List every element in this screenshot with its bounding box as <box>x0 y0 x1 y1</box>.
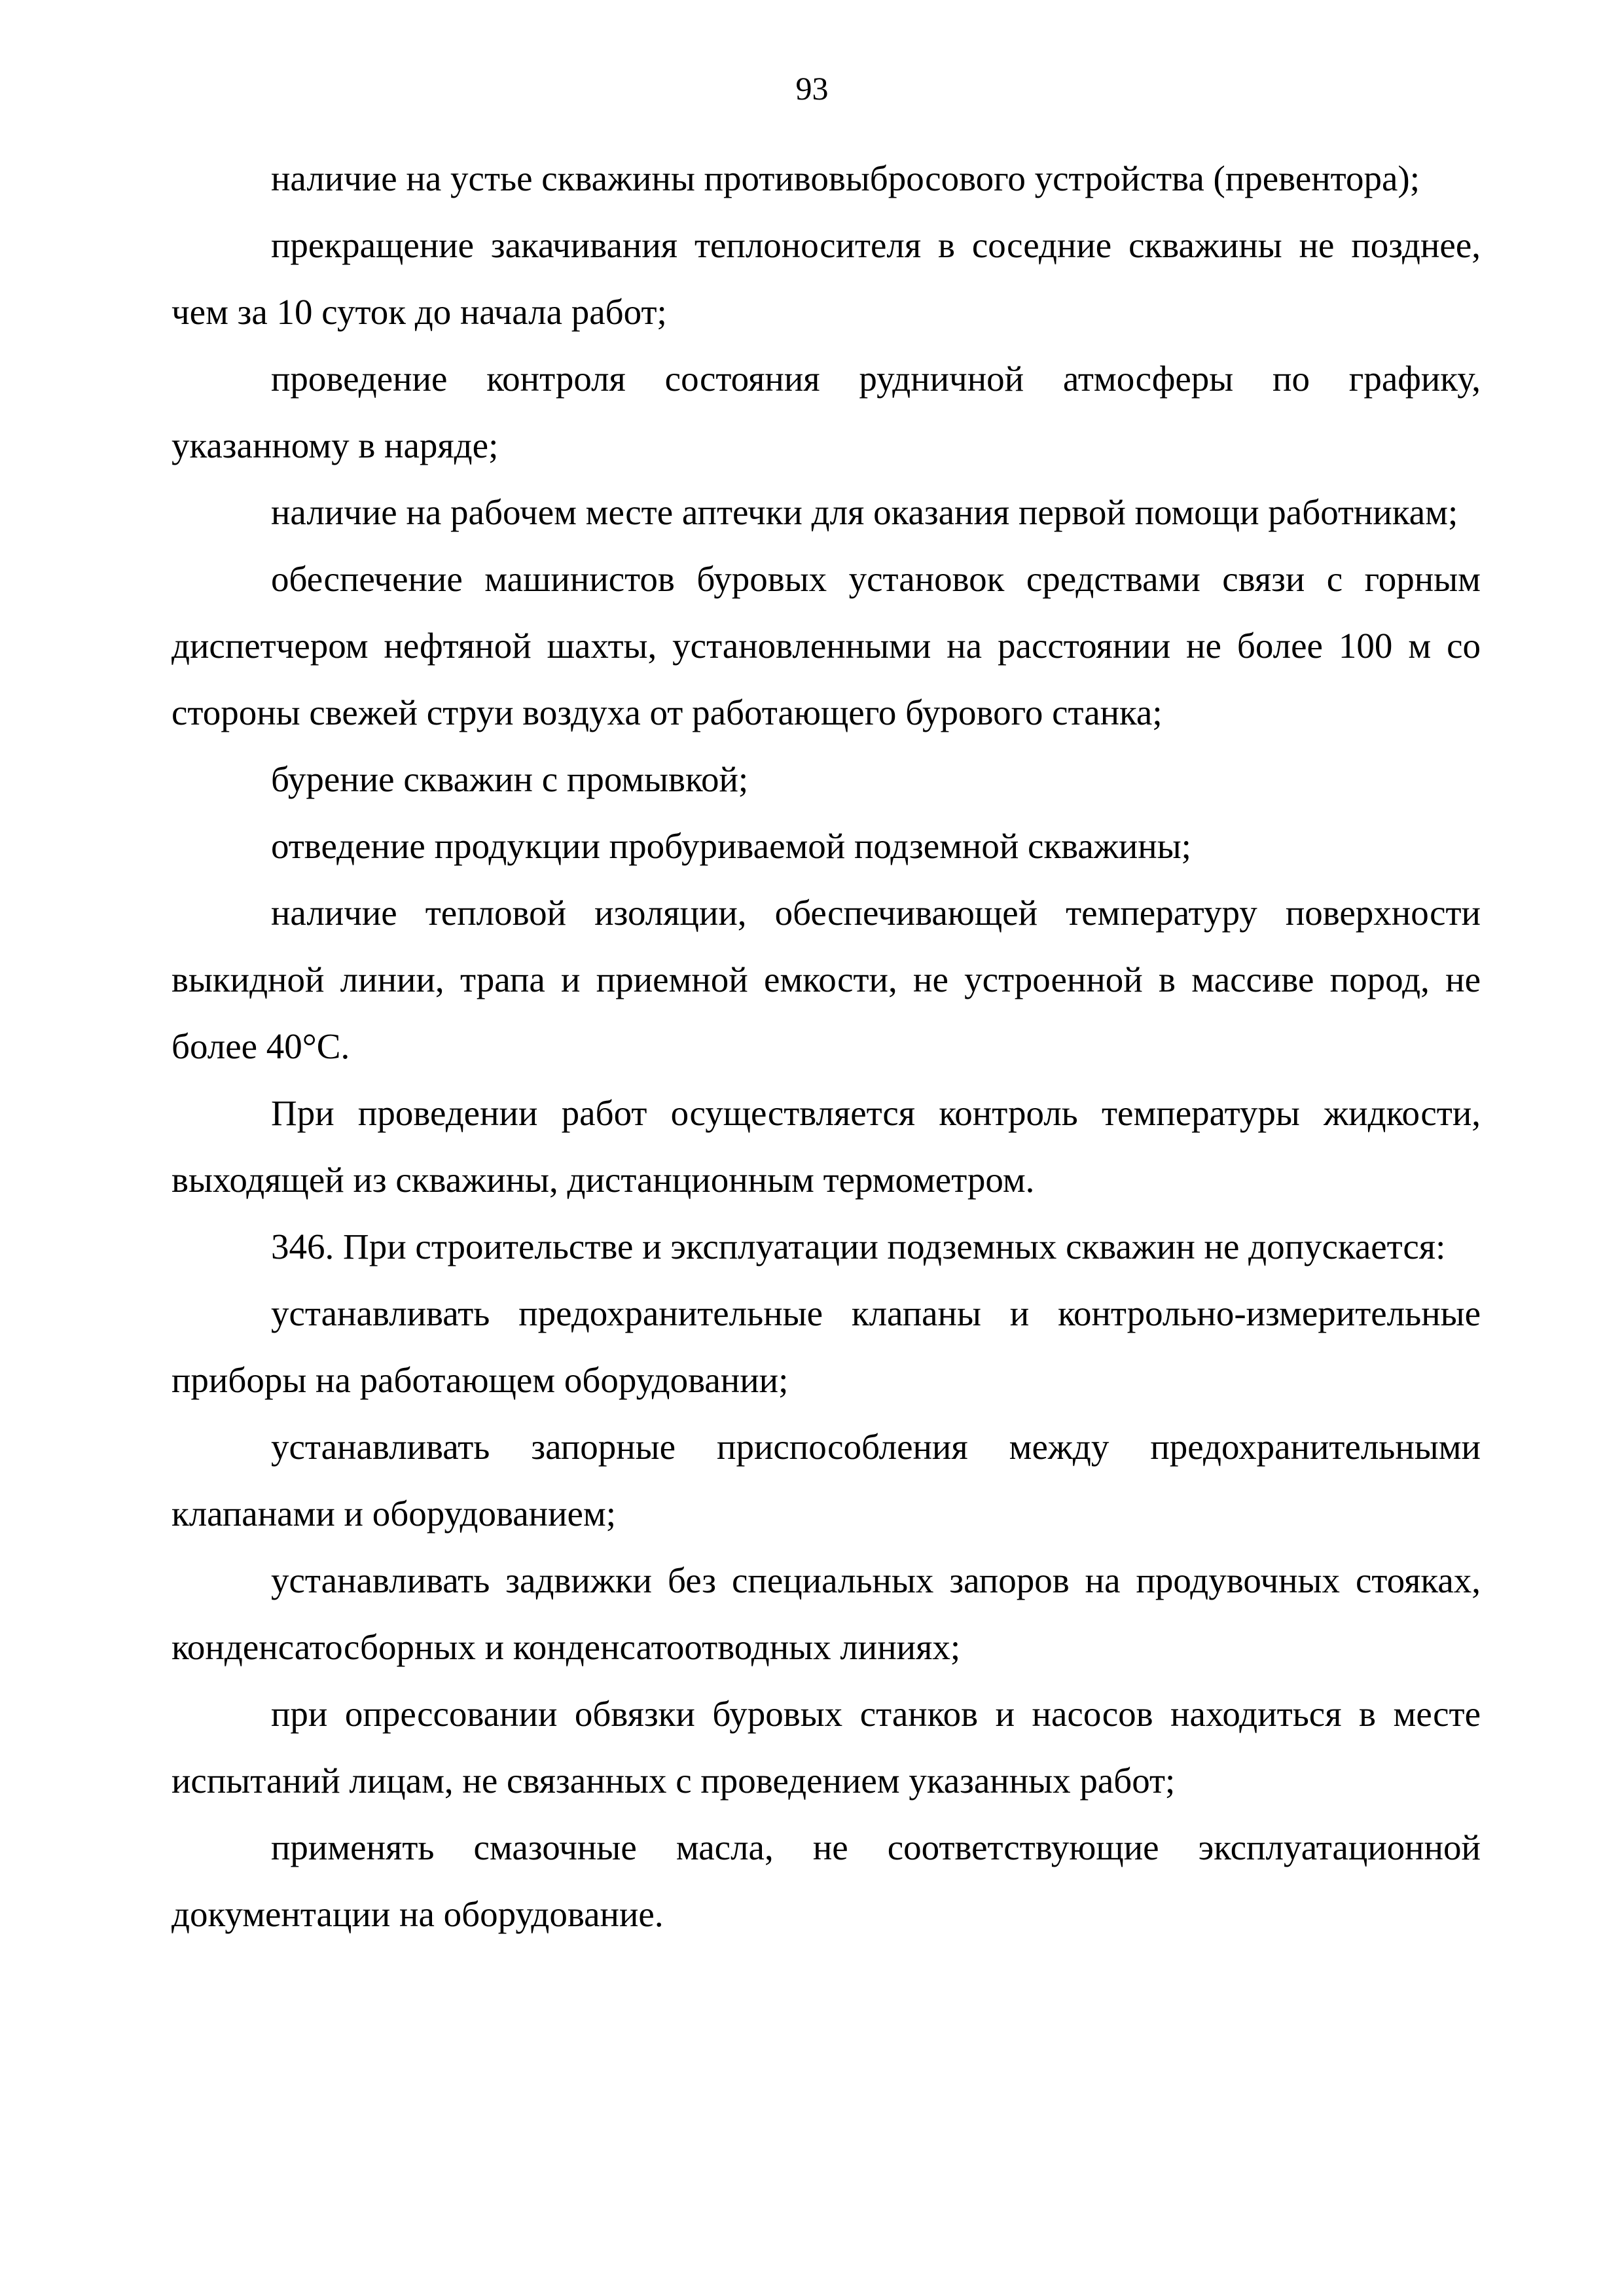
paragraph-item-346: 346. При строительстве и эксплуатации подземных скважин не допускается: <box>271 1227 1446 1266</box>
paragraph-gate-valves: устанавливать задвижки без специальных запоров на продувочных стояках, конденсатосборных и конденсатоотводных линиях; <box>171 1560 1481 1667</box>
paragraph-preventer: наличие на устье скважины противовыбросового устройства (превентора); <box>271 158 1420 198</box>
paragraph-coolant-injection: прекращение закачивания теплоносителя в соседние скважины не позднее, чем за 10 суток до начала работ; <box>171 225 1481 332</box>
paragraph-atmosphere-control: проведение контроля состояния рудничной атмосферы по графику, указанному в наряде; <box>171 359 1481 465</box>
paragraph-production-diversion: отведение продукции пробуриваемой подземной скважины; <box>271 826 1191 866</box>
paragraph-temperature-control: При проведении работ осуществляется контроль температуры жидкости, выходящей из скважины, дистанционным термометром. <box>171 1093 1481 1200</box>
paragraph-thermal-insulation: наличие тепловой изоляции, обеспечивающей температуру поверхности выкидной линии, трапа и приемной емкости, не устроенной в массиве пород, не более 40°С. <box>171 893 1481 1066</box>
paragraph-safety-valves: устанавливать предохранительные клапаны и контрольно-измерительные приборы на работающем оборудовании; <box>171 1293 1481 1400</box>
paragraph-lubricants: применять смазочные масла, не соответствующие эксплуатационной документации на оборудование. <box>171 1827 1481 1934</box>
paragraph-pressure-testing: при опрессовании обвязки буровых станков и насосов находиться в месте испытаний лицам, не связанных с проведением указанных работ; <box>171 1694 1481 1801</box>
page-body <box>171 145 1481 1948</box>
paragraph-flushing: бурение скважин с промывкой; <box>271 759 749 799</box>
page-number: 93 <box>795 70 829 107</box>
paragraph-first-aid: наличие на рабочем месте аптечки для оказания первой помощи работникам; <box>271 492 1458 532</box>
paragraph-communication: обеспечение машинистов буровых установок средствами связи с горным диспетчером нефтяной шахты, установленными на расстоянии не более 100 м со стороны свежей струи воздуха от работающего бурового станка; <box>171 559 1481 732</box>
paragraph-shutoff-devices: устанавливать запорные приспособления между предохранительными клапанами и оборудованием; <box>171 1427 1481 1534</box>
